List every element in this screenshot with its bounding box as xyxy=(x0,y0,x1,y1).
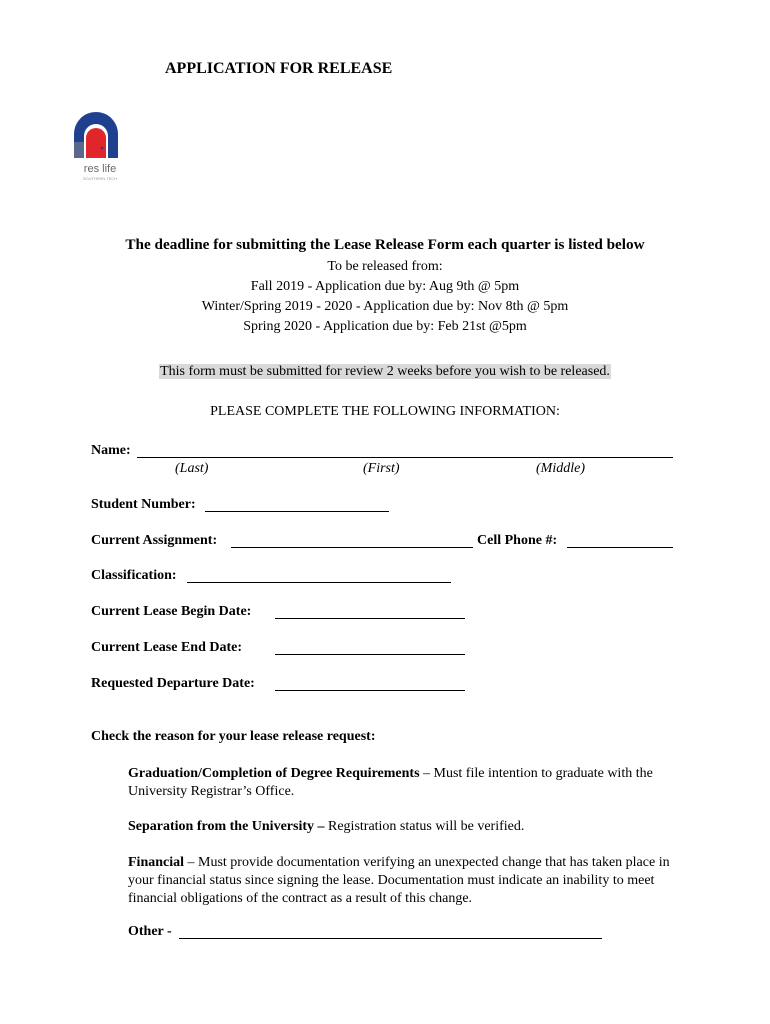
reason-graduation-text: – Must file intention to graduate with the University Registrar’s Office. xyxy=(128,766,653,799)
lease-end-label: Current Lease End Date: xyxy=(91,640,243,655)
reason-separation[interactable] xyxy=(128,818,688,836)
deadline-heading: The deadline for submitting the Lease Release Form each quarter is listed below xyxy=(125,236,645,253)
current-assignment-field[interactable] xyxy=(231,547,473,548)
name-middle-caption: (Middle) xyxy=(536,461,585,476)
cell-phone-label: Cell Phone #: xyxy=(477,533,558,548)
reason-separation-title: Separation from the University – xyxy=(128,819,325,834)
lease-begin-field[interactable] xyxy=(275,618,465,619)
res-life-logo xyxy=(70,108,130,188)
reason-heading: Check the reason for your lease release request: xyxy=(91,729,376,744)
student-number-label: Student Number: xyxy=(91,497,196,512)
instruction-text: PLEASE COMPLETE THE FOLLOWING INFORMATION: xyxy=(210,404,560,419)
classification-label: Classification: xyxy=(91,568,177,583)
departure-date-label: Requested Departure Date: xyxy=(91,676,255,691)
reason-financial-text: – Must provide documentation verifying an unexpected change that has taken place in your financial status since signing the lease. Documentation must indicate an inability to meet financial obligations of the contract as a result of this change. xyxy=(128,855,670,906)
classification-field[interactable] xyxy=(187,582,451,583)
name-last-caption: (Last) xyxy=(175,461,209,476)
review-notice: This form must be submitted for review 2 weeks before you wish to be released. xyxy=(160,364,610,379)
name-first-caption: (First) xyxy=(363,461,400,476)
reason-financial-title: Financial xyxy=(128,855,185,870)
name-field[interactable] xyxy=(137,457,673,458)
logo-wordmark: res life xyxy=(83,163,117,175)
reason-graduation-title: Graduation/Completion of Degree Requirements xyxy=(128,766,420,781)
departure-date-field[interactable] xyxy=(275,690,465,691)
reason-other-field[interactable] xyxy=(179,938,602,939)
lease-end-field[interactable] xyxy=(275,654,465,655)
release-intro: To be released from: xyxy=(327,259,443,274)
reason-other-label: Other - xyxy=(128,924,172,939)
reason-separation-text: Registration status will be verified. xyxy=(324,819,525,834)
deadline-spring: Spring 2020 - Application due by: Feb 21st @5pm xyxy=(243,319,527,334)
reason-financial[interactable] xyxy=(128,854,688,908)
logo-subtext: SOUTHERN TECH xyxy=(82,176,118,181)
lease-begin-label: Current Lease Begin Date: xyxy=(91,604,252,619)
deadline-fall: Fall 2019 - Application due by: Aug 9th @ 5pm xyxy=(250,279,520,294)
current-assignment-label: Current Assignment: xyxy=(91,533,218,548)
deadline-winter-spring: Winter/Spring 2019 - 2020 - Application due by: Nov 8th @ 5pm xyxy=(201,299,569,314)
cell-phone-field[interactable] xyxy=(567,547,673,548)
page-title: APPLICATION FOR RELEASE xyxy=(165,60,393,77)
res-life-arch-icon xyxy=(70,108,130,188)
student-number-field[interactable] xyxy=(205,511,389,512)
reason-graduation[interactable] xyxy=(128,765,688,801)
name-label: Name: xyxy=(91,443,131,458)
